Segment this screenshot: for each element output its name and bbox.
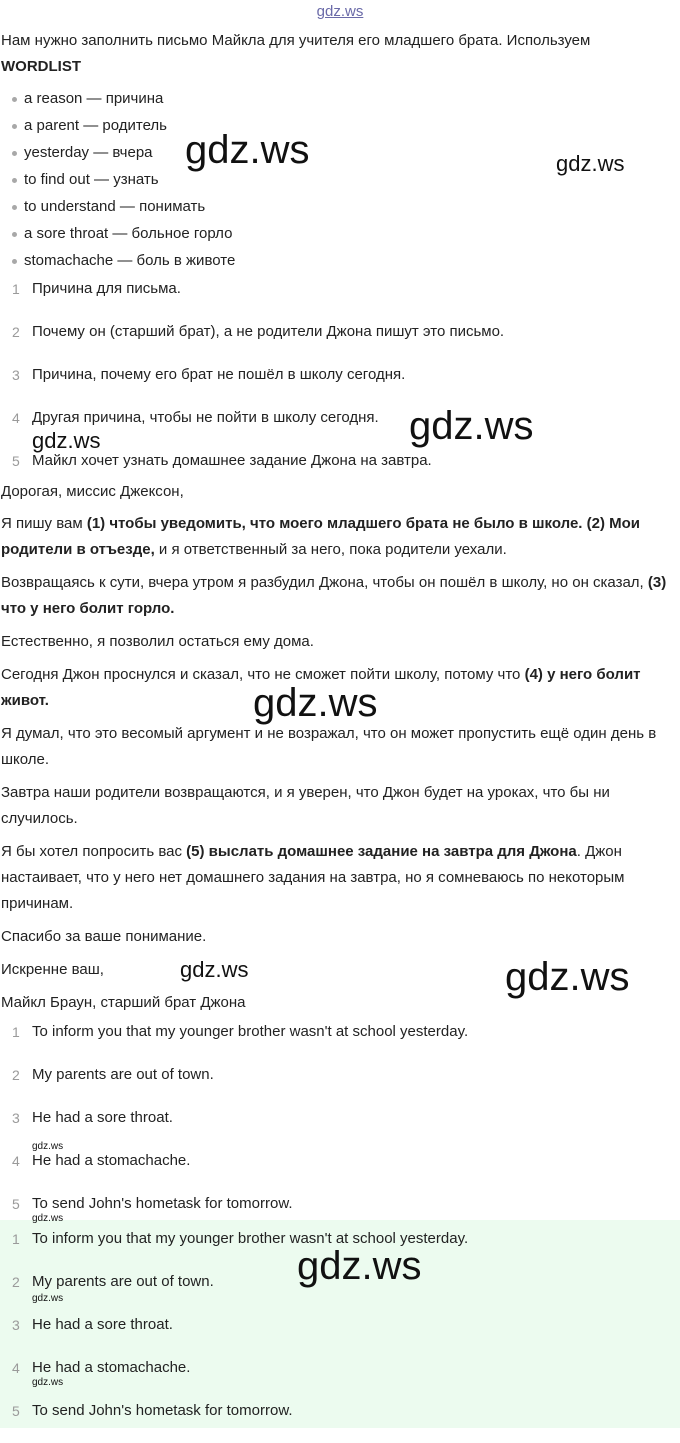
- wordlist: [0, 88, 235, 277]
- wordlist-item: to understand — понимать: [0, 196, 235, 223]
- letter-paragraph-5: Я думал, что это весомый аргумент и не возражал, что он может пропустить ещё один день в школе.: [1, 725, 657, 768]
- item-number: 4: [12, 1153, 20, 1169]
- watermark: gdz.ws: [505, 955, 630, 999]
- answer-text: He had a sore throat.: [32, 1109, 173, 1126]
- wordlist-item: to find out — узнать: [0, 169, 235, 196]
- answer-highlight: (1) чтобы уведомить, что моего младшего брата не было в школе. (2) Мои родители в отъезде,: [1, 515, 640, 558]
- item-number: 4: [12, 410, 20, 426]
- watermark: gdz.ws: [185, 128, 310, 172]
- watermark: gdz.ws: [409, 404, 534, 448]
- plan-text: Майкл хочет узнать домашнее задание Джона на завтра.: [32, 452, 432, 469]
- plan-text: Почему он (старший брат), а не родители Джона пишут это письмо.: [32, 323, 505, 340]
- answer-highlight: (5) выслать домашнее задание на завтра для Джона: [186, 843, 577, 860]
- wordlist-item: a parent — родитель: [0, 115, 235, 142]
- item-number: 2: [12, 1274, 20, 1290]
- letter-paragraph-1: [1, 511, 679, 563]
- watermark: gdz.ws: [253, 681, 378, 725]
- letter-paragraph-8: Спасибо за ваше понимание.: [1, 928, 207, 945]
- text: Я пишу вам: [1, 515, 87, 532]
- item-number: 3: [12, 367, 20, 383]
- item-number: 4: [12, 1360, 20, 1376]
- letter-paragraph-7: [1, 839, 679, 917]
- answer-text: To inform you that my younger brother wasn't at school yesterday.: [32, 1023, 469, 1040]
- item-number: 3: [12, 1317, 20, 1333]
- answer-text: My parents are out of town.: [32, 1066, 214, 1083]
- item-number: 2: [12, 1067, 20, 1083]
- answer-item: [0, 1021, 680, 1064]
- answer-item: [0, 1107, 680, 1150]
- watermark: gdz.ws: [180, 957, 249, 982]
- watermark: gdz.ws: [32, 1213, 64, 1224]
- answer-highlight: (3) что у него болит горло.: [1, 574, 667, 617]
- answers-list: [0, 1021, 680, 1236]
- watermark: gdz.ws: [556, 151, 625, 176]
- wordlist-item: a reason — причина: [0, 88, 235, 115]
- wordlist-label: WORDLIST: [1, 58, 81, 75]
- answer-highlight: (4) у него болит живот.: [1, 666, 641, 709]
- answer-text: My parents are out of town.: [32, 1273, 214, 1290]
- answer-text: He had a stomachache.: [32, 1152, 191, 1169]
- answer-text: He had a sore throat.: [32, 1316, 173, 1333]
- letter-signature: Майкл Браун, старший брат Джона: [1, 994, 246, 1011]
- answer-item: [0, 1357, 680, 1400]
- text: Сегодня Джон проснулся и сказал, что не сможет пойти школу, потому что: [1, 666, 525, 683]
- plan-text: Другая причина, чтобы не пойти в школу сегодня.: [32, 409, 379, 426]
- answer-item: [0, 1064, 680, 1107]
- wordlist-item: a sore throat — больное горло: [0, 223, 235, 250]
- plan-text: Причина, почему его брат не пошёл в школу сегодня.: [32, 366, 406, 383]
- item-number: 5: [12, 1196, 20, 1212]
- watermark: gdz.ws: [297, 1244, 422, 1288]
- wordlist-item: yesterday — вчера: [0, 142, 235, 169]
- watermark: gdz.ws: [32, 1377, 64, 1388]
- answer-text: To inform you that my younger brother wasn't at school yesterday.: [32, 1230, 469, 1247]
- text: и я ответственный за него, пока родители уехали.: [154, 541, 507, 558]
- item-number: 1: [12, 1024, 20, 1040]
- letter-paragraph-6: Завтра наши родители возвращаются, и я уверен, что Джон будет на уроках, что бы ни случилось.: [1, 784, 610, 827]
- item-number: 3: [12, 1110, 20, 1126]
- wordlist-item: stomachache — боль в животе: [0, 250, 235, 277]
- item-number: 1: [12, 1231, 20, 1247]
- plan-item: [0, 321, 680, 364]
- item-number: 5: [12, 1403, 20, 1419]
- letter-paragraph-3: Естественно, я позволил остаться ему дома.: [1, 633, 314, 650]
- intro-text: Нам нужно заполнить письмо Майкла для учителя его младшего брата. Используем: [1, 32, 591, 49]
- answer-item: [0, 1314, 680, 1357]
- answer-text: To send John's hometask for tomorrow.: [32, 1402, 293, 1419]
- answer-item: [0, 1150, 680, 1193]
- watermark: gdz.ws: [32, 1141, 64, 1152]
- text: . Джон настаивает, что у него нет домашнего задания на завтра, но я сомневаюсь по некоторым причинам.: [1, 843, 625, 912]
- item-number: 5: [12, 453, 20, 469]
- plan-text: Причина для письма.: [32, 280, 181, 297]
- item-number: 2: [12, 324, 20, 340]
- letter-closing: Искренне ваш,: [1, 961, 104, 978]
- text: Я бы хотел попросить вас: [1, 843, 187, 860]
- plan-item: [0, 364, 680, 407]
- plan-list: [0, 278, 680, 493]
- watermark: gdz.ws: [32, 1293, 64, 1304]
- plan-item: [0, 407, 680, 450]
- item-number: 1: [12, 281, 20, 297]
- answer-item: [0, 1400, 680, 1443]
- watermark: gdz.ws: [32, 428, 101, 453]
- plan-item: [0, 278, 680, 321]
- answer-text: To send John's hometask for tomorrow.: [32, 1195, 293, 1212]
- intro-paragraph: [1, 28, 678, 80]
- letter-paragraph-2: [1, 570, 679, 622]
- site-link[interactable]: gdz.ws: [316, 3, 364, 20]
- text: Возвращаясь к сути, вчера утром я разбудил Джона, чтобы он пошёл в школу, но он сказал,: [1, 574, 648, 591]
- answer-text: He had a stomachache.: [32, 1359, 191, 1376]
- letter-greeting: Дорогая, миссис Джексон,: [1, 483, 184, 500]
